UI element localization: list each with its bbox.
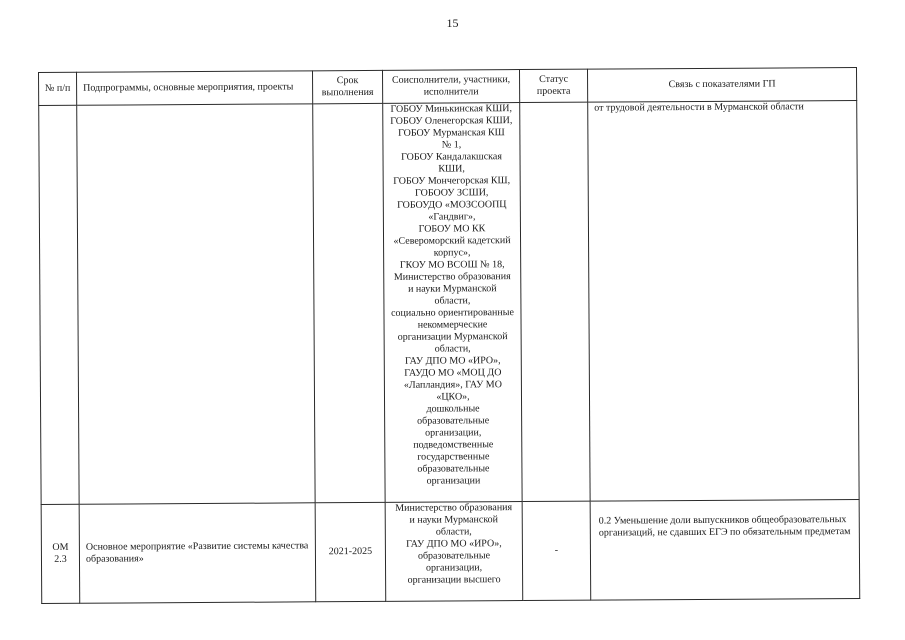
document-table-wrapper: [38, 67, 860, 604]
row2-num-line: 2.3: [54, 553, 67, 565]
table-row: [41, 499, 860, 603]
actor-line: организации,: [425, 562, 483, 574]
actor-line: корпус»,: [433, 247, 471, 259]
actor-line: подведомственные: [413, 439, 494, 451]
row1-link-cell: от трудовой деятельности в Мурманской области: [588, 100, 859, 501]
actor-line: ГОБОУ Мурманская КШ: [398, 127, 505, 139]
actor-line: некоммерческие: [417, 319, 488, 331]
header-actors-line: Соисполнители, участники,: [391, 74, 511, 86]
row2-actors-cell: [385, 502, 523, 602]
row2-status-cell: -: [522, 501, 591, 600]
header-actors: [382, 70, 519, 104]
row2-actors-list: [388, 502, 521, 587]
row1-term-cell: [313, 103, 385, 502]
actor-line: ГОБОУ МО КК: [418, 223, 486, 235]
table-header-row: [39, 68, 857, 106]
actor-line: области,: [434, 343, 471, 355]
actor-line: Министерство образования: [395, 502, 513, 514]
actor-line: и науки Мурманской: [409, 514, 499, 526]
actor-line: ГАУ ДПО МО «ИРО»,: [404, 355, 501, 367]
actor-line: «Североморский кадетский: [393, 235, 511, 247]
actor-line: ГОБООУ ЗСШИ,: [415, 187, 489, 199]
header-status-line: Статус: [539, 73, 569, 85]
row2-desc-cell: Основное мероприятие «Развитие системы качества образования»: [79, 503, 316, 603]
header-num: № п/п: [39, 72, 77, 105]
actor-line: ГОБОУ Кандалакшская: [401, 151, 502, 163]
row1-actors-list: [385, 103, 519, 488]
actor-line: организации: [426, 475, 481, 487]
actor-line: ГОБОУ Оленегорская КШИ,: [390, 115, 513, 127]
page-number: 15: [446, 16, 459, 30]
actor-line: организации высшего: [407, 574, 501, 586]
actor-line: государственные: [417, 451, 490, 463]
actor-line: и науки Мурманской: [408, 283, 497, 295]
actor-line: области,: [435, 526, 472, 538]
row1-desc-cell: [77, 104, 315, 504]
header-term-line: выполнения: [321, 86, 374, 99]
row1-status-cell: [520, 102, 590, 501]
actor-line: социально ориентированные: [391, 307, 514, 319]
header-status-line: проекта: [536, 85, 571, 97]
row1-num-cell: [39, 105, 79, 504]
actor-line: ГАУДО МО «МОЦ ДО: [404, 367, 502, 379]
row2-link-cell: 0.2 Уменьшение доли выпускников общеобразовательных организаций, не сдавших ЕГЭ по обязательным предметам: [590, 499, 860, 600]
actor-line: образовательные: [417, 550, 491, 562]
actor-line: дошкольные: [426, 403, 480, 415]
row2-num-line: ОМ: [52, 541, 69, 553]
actor-line: области,: [434, 295, 471, 307]
row1-actors-cell: [383, 103, 522, 503]
actor-line: КШИ,: [438, 163, 465, 175]
header-link: Связь с показателями ГП: [587, 68, 856, 103]
actor-line: Министерство образования: [393, 271, 511, 283]
actor-line: ГОБОУДО «МОЗСООПЦ: [397, 199, 507, 211]
actor-line: «ЦКО»,: [436, 391, 470, 403]
table-row: [39, 100, 859, 504]
actor-line: № 1,: [441, 139, 462, 151]
actor-line: ГОБОУ Минькинская КШИ,: [390, 103, 513, 115]
header-term-line: Срок: [336, 75, 359, 87]
program-table: [38, 67, 860, 604]
row2-term-cell: 2021-2025: [315, 502, 386, 601]
actor-line: «Лапландия», ГАУ МО: [403, 379, 502, 391]
actor-line: ГАУ ДПО МО «ИРО»,: [406, 538, 502, 550]
actor-line: ГКОУ МО ВСОШ № 18,: [399, 259, 505, 271]
actor-line: образовательные: [417, 415, 490, 427]
header-term: [312, 70, 382, 103]
actor-line: образовательные: [417, 463, 490, 475]
header-actors-line: исполнители: [423, 86, 479, 98]
actor-line: организации Мурманской: [397, 331, 508, 343]
row2-num-cell: [41, 504, 80, 603]
header-subprograms: Подпрограммы, основные мероприятия, проекты: [77, 71, 313, 105]
actor-line: «Гандвиг»,: [428, 211, 476, 223]
actor-line: организации,: [425, 427, 482, 439]
actor-line: ГОБОУ Мончегорская КШ,: [393, 175, 511, 187]
header-status: [519, 69, 587, 102]
